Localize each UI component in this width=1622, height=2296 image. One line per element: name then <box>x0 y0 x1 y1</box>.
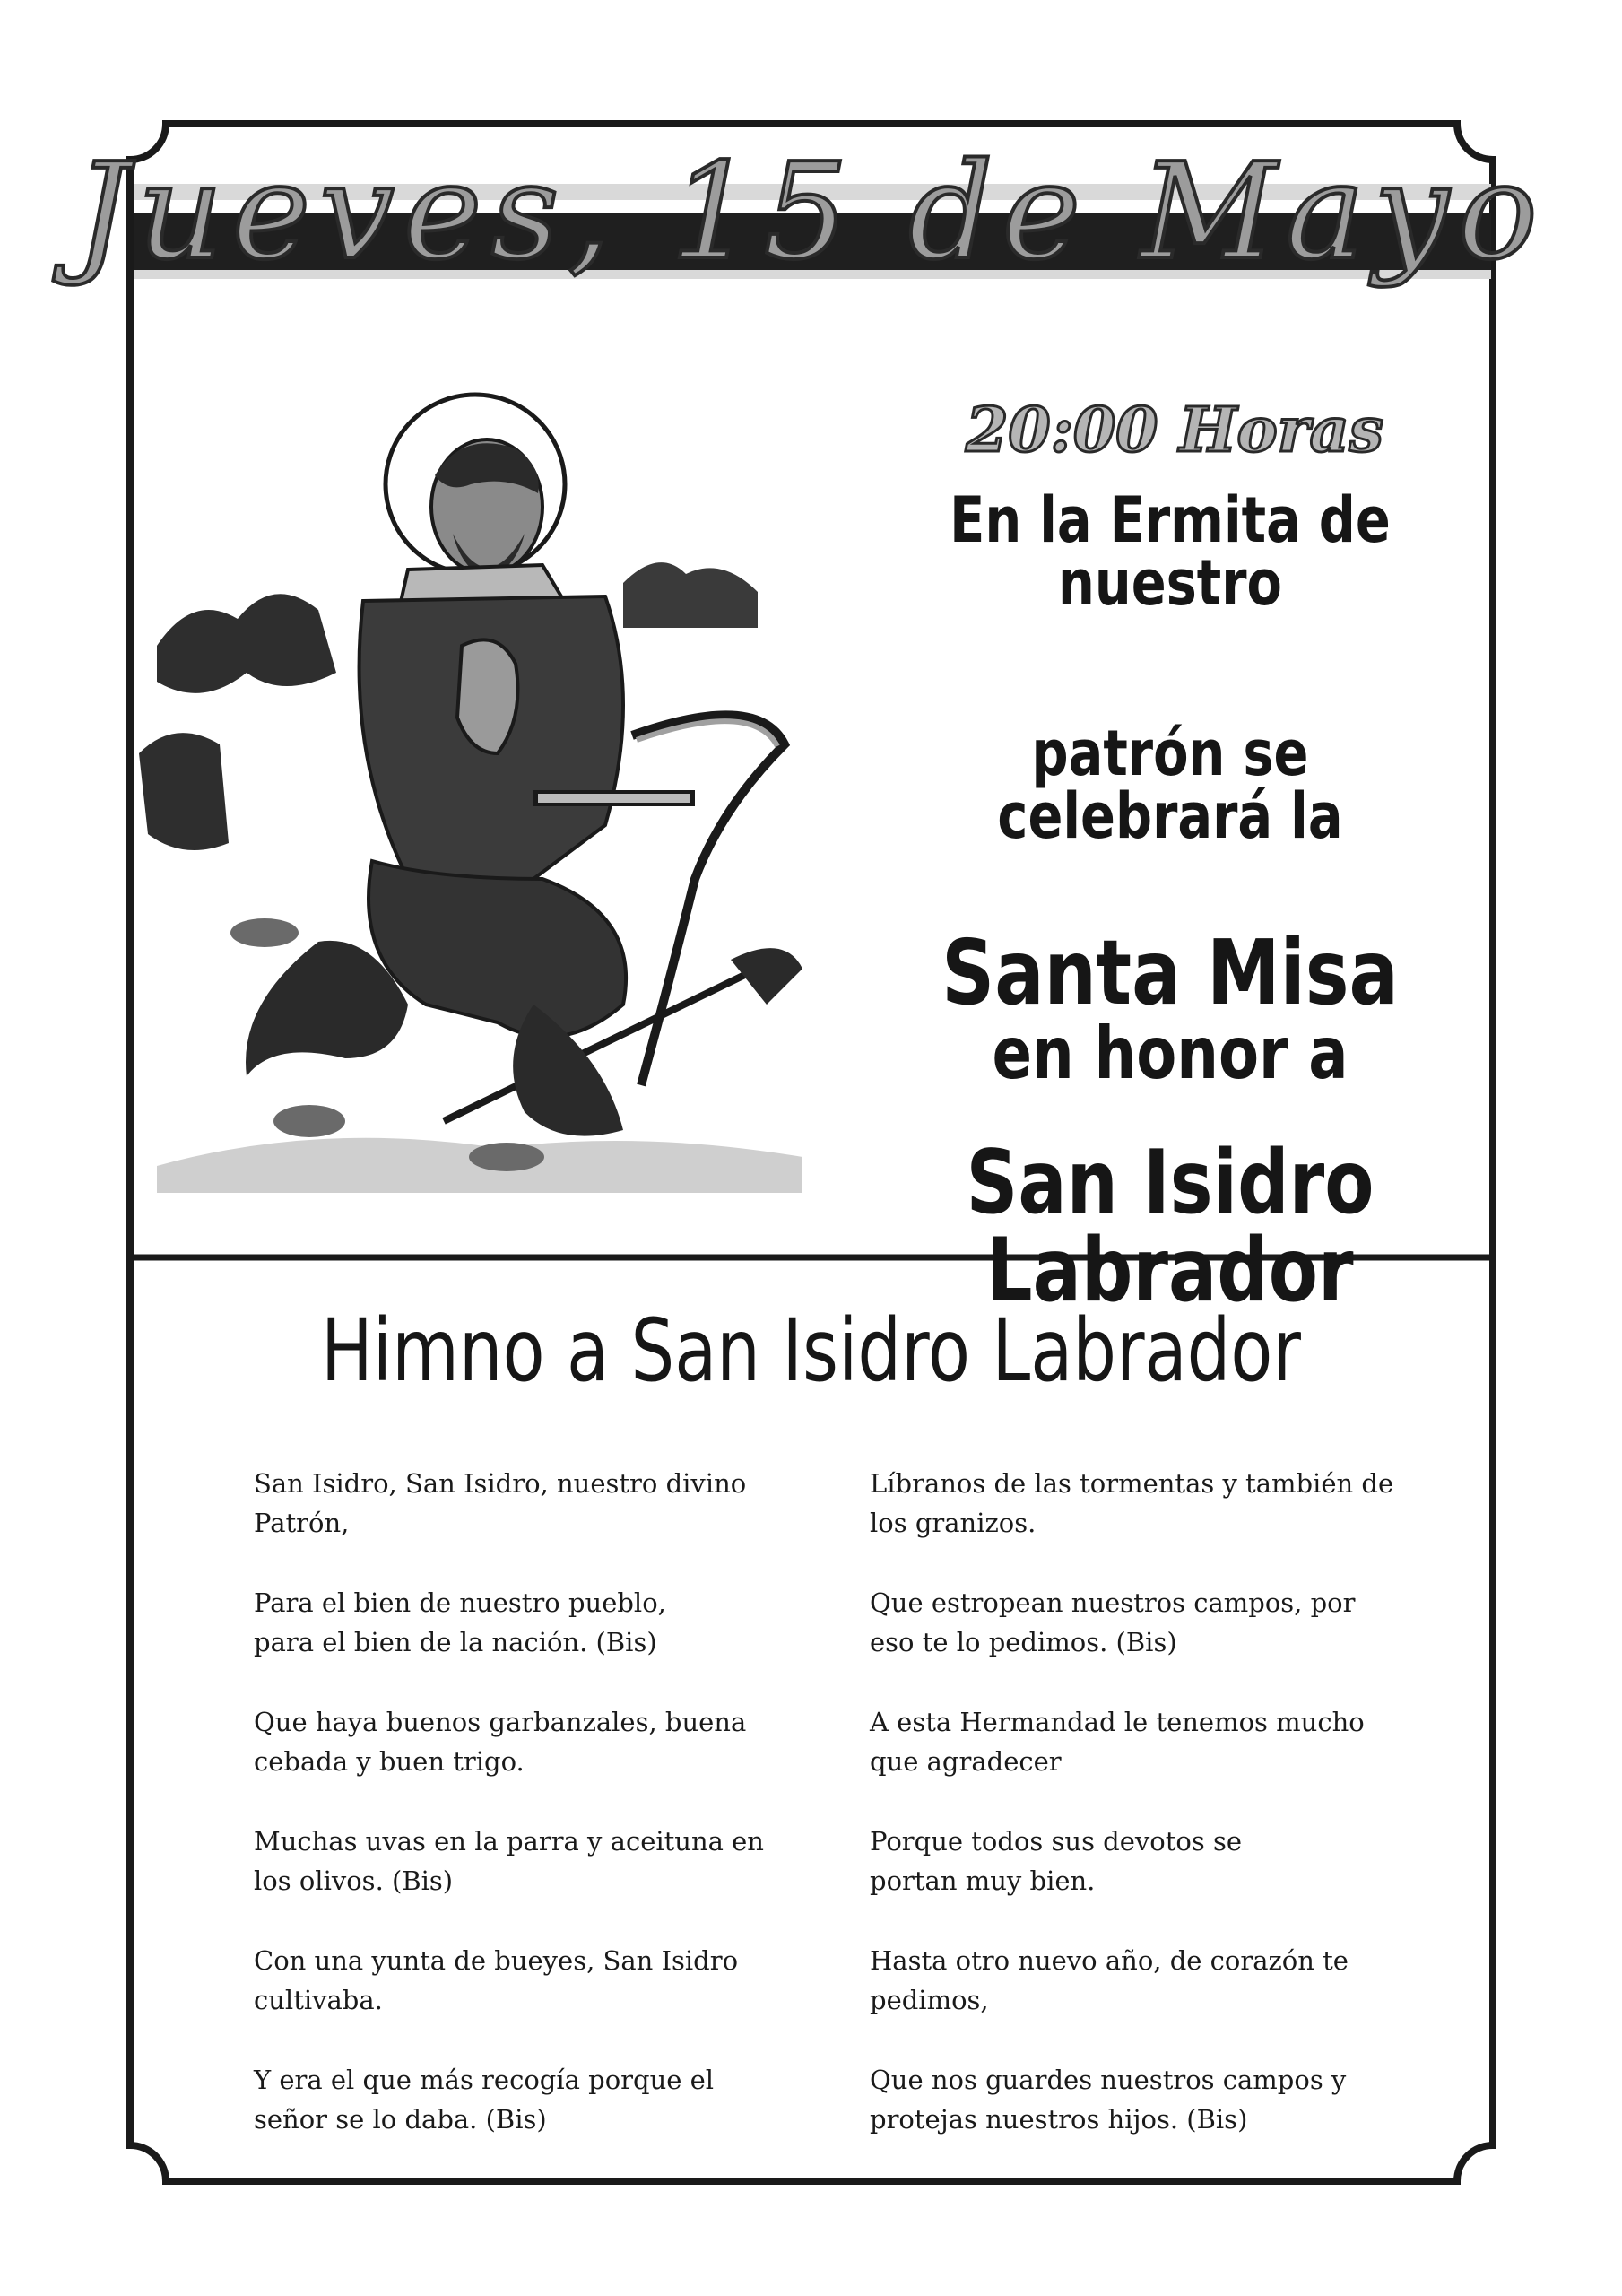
announcement-line-4: San Isidro Labrador <box>966 1132 1375 1322</box>
hymn-stanza: Que estropean nuestros campos, por eso te lo pedimos. (Bis) <box>870 1587 1356 1657</box>
hymn-column-right <box>870 1464 1408 2179</box>
mass-time: 20:00 Horas <box>966 395 1383 466</box>
hymn-stanza: Que haya buenos garbanzales, buena cebada y buen trigo. <box>254 1707 747 1777</box>
hymn-column-left <box>254 1464 792 2179</box>
hymn-title: Himno a San Isidro Labrador <box>321 1300 1301 1401</box>
hymn-stanza: Y era el que más recogía porque el señor se lo daba. (Bis) <box>254 2065 715 2135</box>
announcement-line-3 <box>890 920 1449 1095</box>
announcement-line-1: En la Ermita de nuestro <box>950 483 1391 620</box>
hymn-stanza: A esta Hermandad le tenemos mucho que agradecer <box>870 1707 1365 1777</box>
date-title: Jueves, 15 de Mayo <box>75 135 1547 289</box>
hymn-stanza: Para el bien de nuestro pueblo, para el bien de la nación. (Bis) <box>254 1587 666 1657</box>
hymn-stanza: Con una yunta de bueyes, San Isidro cultivaba. <box>254 1945 739 2015</box>
hymn-stanza: Porque todos sus devotos se portan muy bien. <box>870 1826 1243 1896</box>
announcement-line-2: patrón se celebrará la <box>997 717 1343 853</box>
announcement-line-3-rest: en honor a <box>992 1012 1349 1095</box>
announcement-highlight: Santa Misa <box>941 920 1399 1025</box>
hymn-stanza: Que nos guardes nuestros campos y protejas nuestros hijos. (Bis) <box>870 2065 1347 2135</box>
hymn-stanza: San Isidro, San Isidro, nuestro divino Patrón, <box>254 1468 747 1538</box>
hymn-stanza: Hasta otro nuevo año, de corazón te pedimos, <box>870 1945 1349 2015</box>
saint-illustration <box>139 377 820 1211</box>
hymn-stanza: Muchas uvas en la parra y aceituna en los olivos. (Bis) <box>254 1826 764 1896</box>
hymn-stanza: Líbranos de las tormentas y también de los granizos. <box>870 1468 1394 1538</box>
